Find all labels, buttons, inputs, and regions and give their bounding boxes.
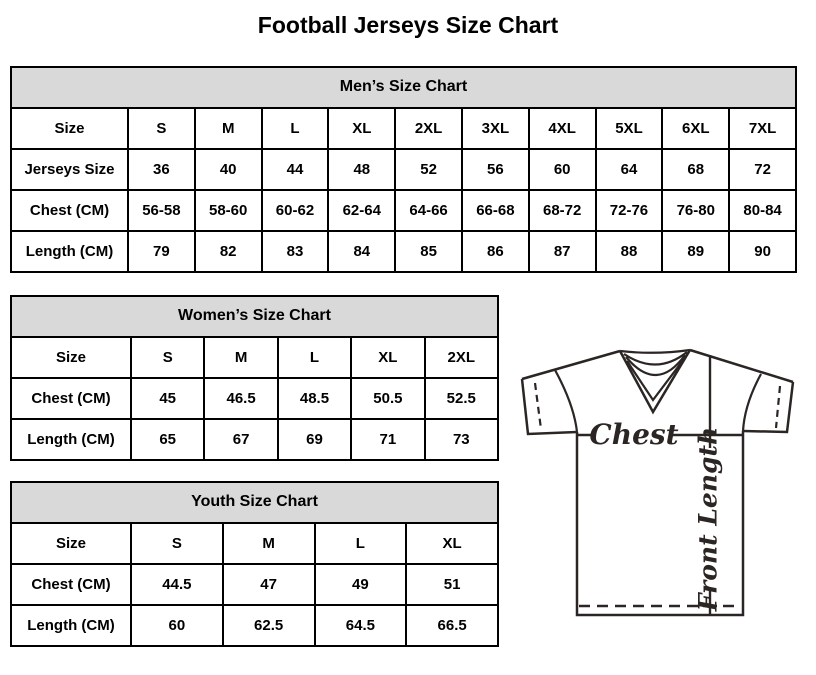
table-row	[11, 419, 498, 460]
size-value-cell: 73	[425, 419, 498, 460]
size-value-cell: 68-72	[529, 190, 596, 231]
size-value-cell: M	[195, 108, 262, 149]
lower-section	[10, 295, 806, 647]
size-value-cell: XL	[328, 108, 395, 149]
row-label: Size	[11, 523, 131, 564]
size-value-cell: 56	[462, 149, 529, 190]
size-value-cell: 48.5	[278, 378, 351, 419]
table-row	[11, 108, 796, 149]
row-label: Size	[11, 108, 128, 149]
size-value-cell: XL	[351, 337, 424, 378]
size-value-cell: XL	[406, 523, 498, 564]
size-value-cell: 71	[351, 419, 424, 460]
size-value-cell: L	[315, 523, 407, 564]
size-value-cell: 52.5	[425, 378, 498, 419]
size-value-cell: 88	[596, 231, 663, 272]
size-value-cell: 2XL	[425, 337, 498, 378]
row-label: Chest (CM)	[11, 378, 131, 419]
table-row	[11, 231, 796, 272]
size-value-cell: 64.5	[315, 605, 407, 646]
size-value-cell: L	[262, 108, 329, 149]
size-value-cell: 44	[262, 149, 329, 190]
size-value-cell: 64-66	[395, 190, 462, 231]
size-value-cell: 90	[729, 231, 796, 272]
size-value-cell: M	[223, 523, 315, 564]
youth-table-title: Youth Size Chart	[11, 482, 498, 523]
size-value-cell: 5XL	[596, 108, 663, 149]
jersey-right-shoulder-line	[690, 350, 793, 382]
jersey-right-sleeve-outline	[743, 382, 793, 432]
size-value-cell: 66-68	[462, 190, 529, 231]
table-row	[11, 523, 498, 564]
size-value-cell: S	[128, 108, 195, 149]
size-value-cell: 80-84	[729, 190, 796, 231]
jersey-collar-top-line	[620, 350, 690, 353]
size-value-cell: 49	[315, 564, 407, 605]
size-value-cell: 4XL	[529, 108, 596, 149]
size-value-cell: 56-58	[128, 190, 195, 231]
size-value-cell: 48	[328, 149, 395, 190]
size-value-cell: 83	[262, 231, 329, 272]
mens-size-table	[10, 66, 797, 273]
mens-table-title: Men’s Size Chart	[11, 67, 796, 108]
left-tables-column	[10, 295, 499, 647]
size-value-cell: 79	[128, 231, 195, 272]
size-value-cell: 66.5	[406, 605, 498, 646]
size-value-cell: L	[278, 337, 351, 378]
size-value-cell: 62.5	[223, 605, 315, 646]
size-value-cell: 67	[204, 419, 277, 460]
size-value-cell: 40	[195, 149, 262, 190]
size-value-cell: 58-60	[195, 190, 262, 231]
size-value-cell: 69	[278, 419, 351, 460]
table-row	[11, 190, 796, 231]
row-label: Size	[11, 337, 131, 378]
size-value-cell: 84	[328, 231, 395, 272]
row-label: Length (CM)	[11, 419, 131, 460]
size-value-cell: S	[131, 523, 223, 564]
size-value-cell: 50.5	[351, 378, 424, 419]
page-title: Football Jerseys Size Chart	[257, 12, 559, 38]
size-value-cell: 52	[395, 149, 462, 190]
size-value-cell: 7XL	[729, 108, 796, 149]
size-value-cell: 45	[131, 378, 204, 419]
row-label: Chest (CM)	[11, 564, 131, 605]
size-value-cell: 60	[131, 605, 223, 646]
jersey-left-armhole-curve	[555, 370, 577, 432]
size-value-cell: 86	[462, 231, 529, 272]
table-row	[11, 378, 498, 419]
jersey-collar-outer-v	[620, 350, 690, 412]
row-label: Jerseys Size	[11, 149, 128, 190]
size-value-cell: M	[204, 337, 277, 378]
womens-size-table	[10, 295, 499, 461]
jersey-left-shoulder-line	[522, 351, 620, 379]
size-value-cell: 65	[131, 419, 204, 460]
size-value-cell: 3XL	[462, 108, 529, 149]
size-value-cell: 51	[406, 564, 498, 605]
jersey-measurement-diagram	[505, 334, 810, 626]
row-label: Length (CM)	[11, 231, 128, 272]
size-value-cell: 36	[128, 149, 195, 190]
size-value-cell: 47	[223, 564, 315, 605]
size-value-cell: 72-76	[596, 190, 663, 231]
youth-size-table	[10, 481, 499, 647]
chest-label: Chest	[589, 417, 679, 451]
jersey-right-armhole-curve	[743, 374, 761, 431]
size-value-cell: 82	[195, 231, 262, 272]
table-row	[11, 149, 796, 190]
size-value-cell: 60-62	[262, 190, 329, 231]
size-value-cell: 60	[529, 149, 596, 190]
jersey-right-sleeve-seam-dashed	[776, 386, 780, 428]
size-value-cell: 6XL	[662, 108, 729, 149]
front-length-label: Front Length	[693, 426, 723, 611]
size-value-cell: 76-80	[662, 190, 729, 231]
table-row	[11, 564, 498, 605]
size-value-cell: 46.5	[204, 378, 277, 419]
jersey-left-sleeve-outline	[522, 379, 577, 434]
size-value-cell: 44.5	[131, 564, 223, 605]
row-label: Length (CM)	[11, 605, 131, 646]
jersey-diagram-panel	[499, 295, 810, 626]
size-value-cell: 85	[395, 231, 462, 272]
size-value-cell: 89	[662, 231, 729, 272]
size-value-cell: 87	[529, 231, 596, 272]
size-value-cell: S	[131, 337, 204, 378]
size-value-cell: 64	[596, 149, 663, 190]
table-row	[11, 337, 498, 378]
size-value-cell: 68	[662, 149, 729, 190]
size-value-cell: 2XL	[395, 108, 462, 149]
size-value-cell: 72	[729, 149, 796, 190]
womens-table-title: Women’s Size Chart	[11, 296, 498, 337]
table-row	[11, 605, 498, 646]
jersey-left-sleeve-seam-dashed	[535, 383, 541, 429]
row-label: Chest (CM)	[11, 190, 128, 231]
size-value-cell: 62-64	[328, 190, 395, 231]
